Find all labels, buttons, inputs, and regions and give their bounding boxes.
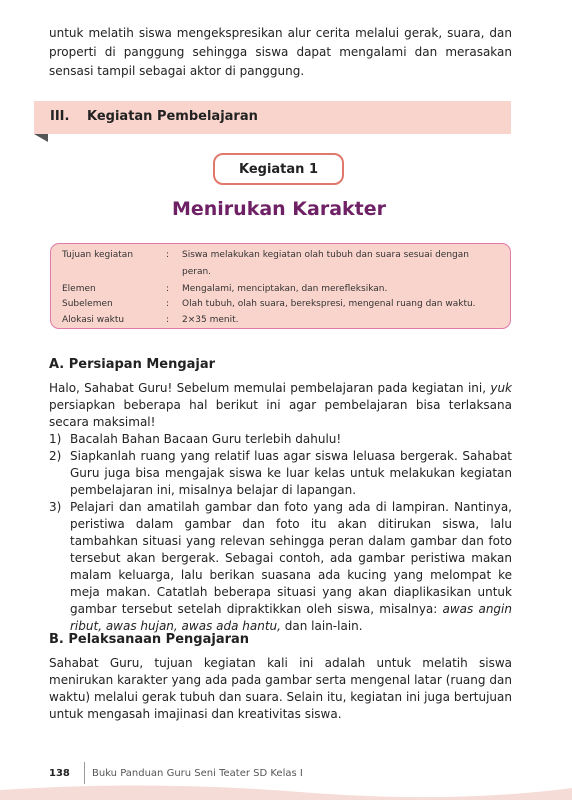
list-text: Bacalah Bahan Bacaan Guru terlebih dahulu! — [70, 432, 342, 446]
info-label: Alokasi waktu — [62, 315, 125, 325]
section-a-intro-a: Halo, Sahabat Guru! Sebelum memulai pembelajaran pada kegiatan ini, — [49, 381, 491, 395]
info-value: 2×35 menit. — [182, 315, 239, 325]
list-text — [70, 499, 512, 635]
section-title: Kegiatan Pembelajaran — [87, 109, 258, 124]
footer-divider — [84, 762, 85, 784]
list-number: 3) — [49, 500, 62, 514]
activity-info-box — [50, 243, 511, 329]
activity-title: Menirukan Karakter — [171, 198, 387, 220]
info-colon: : — [166, 284, 170, 294]
list-text: Siapkanlah ruang yang relatif luas agar siswa leluasa bergerak. Sahabat Guru juga bisa mengajak siswa ke luar kelas untuk melakukan kegiatan pembelajaran ini, misalnya belajar di lapangan. — [70, 449, 512, 497]
page-number: 138 — [49, 768, 70, 779]
info-label: Subelemen — [62, 299, 113, 309]
section-a-intro — [49, 380, 512, 431]
footer-wave-decoration — [0, 782, 572, 800]
section-a-intro-b: persiapkan beberapa hal berikut ini agar pembelajaran bisa terlaksana secara maksimal! — [49, 398, 512, 429]
section-a-intro-yuk: yuk — [490, 381, 512, 395]
info-value: Olah tubuh, olah suara, berekspresi, mengenal ruang dan waktu. — [182, 299, 476, 309]
info-label: Elemen — [62, 284, 96, 294]
list-examples-tail: dan lain-lain. — [280, 619, 363, 633]
info-label: Tujuan kegiatan — [62, 250, 134, 260]
section-a-heading: A. Persiapan Mengajar — [49, 357, 216, 372]
section-b-paragraph: Sahabat Guru, tujuan kegiatan kali ini adalah untuk melatih siswa menirukan karakter yang ada pada gambar serta mengenal latar (ruang dan waktu) melalui gerak tubuh dan suara. Selain itu, kegiatan ini juga bertujuan untuk mengasah imajinasi dan kreativitas siswa. — [49, 656, 512, 721]
section-b-heading: B. Pelaksanaan Pengajaran — [49, 632, 250, 647]
section-number: III. — [50, 109, 70, 124]
intro-paragraph: untuk melatih siswa mengekspresikan alur cerita melalui gerak, suara, dan properti di panggung sehingga siswa dapat mengalami dan merasakan sensasi tampil sebagai aktor di panggung. — [49, 26, 512, 78]
section-header — [34, 101, 511, 134]
activity-label — [213, 153, 344, 185]
info-value: Siswa melakukan kegiatan olah tubuh dan suara sesuai dengan peran. — [182, 250, 469, 277]
book-title: Buku Panduan Guru Seni Teater SD Kelas I — [92, 768, 303, 779]
list-text-main: Pelajari dan amatilah gambar dan foto yang ada di lampiran. Nantinya, peristiwa dalam gambar dan foto itu akan ditirukan siswa, lalu tambahkan situasi yang relevan sehingga peran dalam gambar dan foto tersebut akan bergerak. Sebagai contoh, ada gambar peristiwa makan malam keluarga, lalu berikan suasana ada kucing yang melompat ke meja makan. Catatlah beberapa situasi yang akan diaplikasikan untuk gambar tersebut setelah dipraktikkan oleh siswa, misalnya: — [70, 500, 512, 616]
activity-label-text: Kegiatan 1 — [238, 161, 318, 177]
list-number: 1) — [49, 432, 62, 446]
info-colon: : — [166, 250, 170, 260]
list-examples: awas angin ribut, awas hujan, awas ada hantu, — [70, 602, 512, 633]
list-number: 2) — [49, 449, 62, 463]
info-colon: : — [166, 299, 170, 309]
info-value: Mengalami, menciptakan, dan merefleksikan. — [182, 284, 388, 294]
section-band-fold — [34, 134, 48, 142]
info-colon: : — [166, 315, 170, 325]
